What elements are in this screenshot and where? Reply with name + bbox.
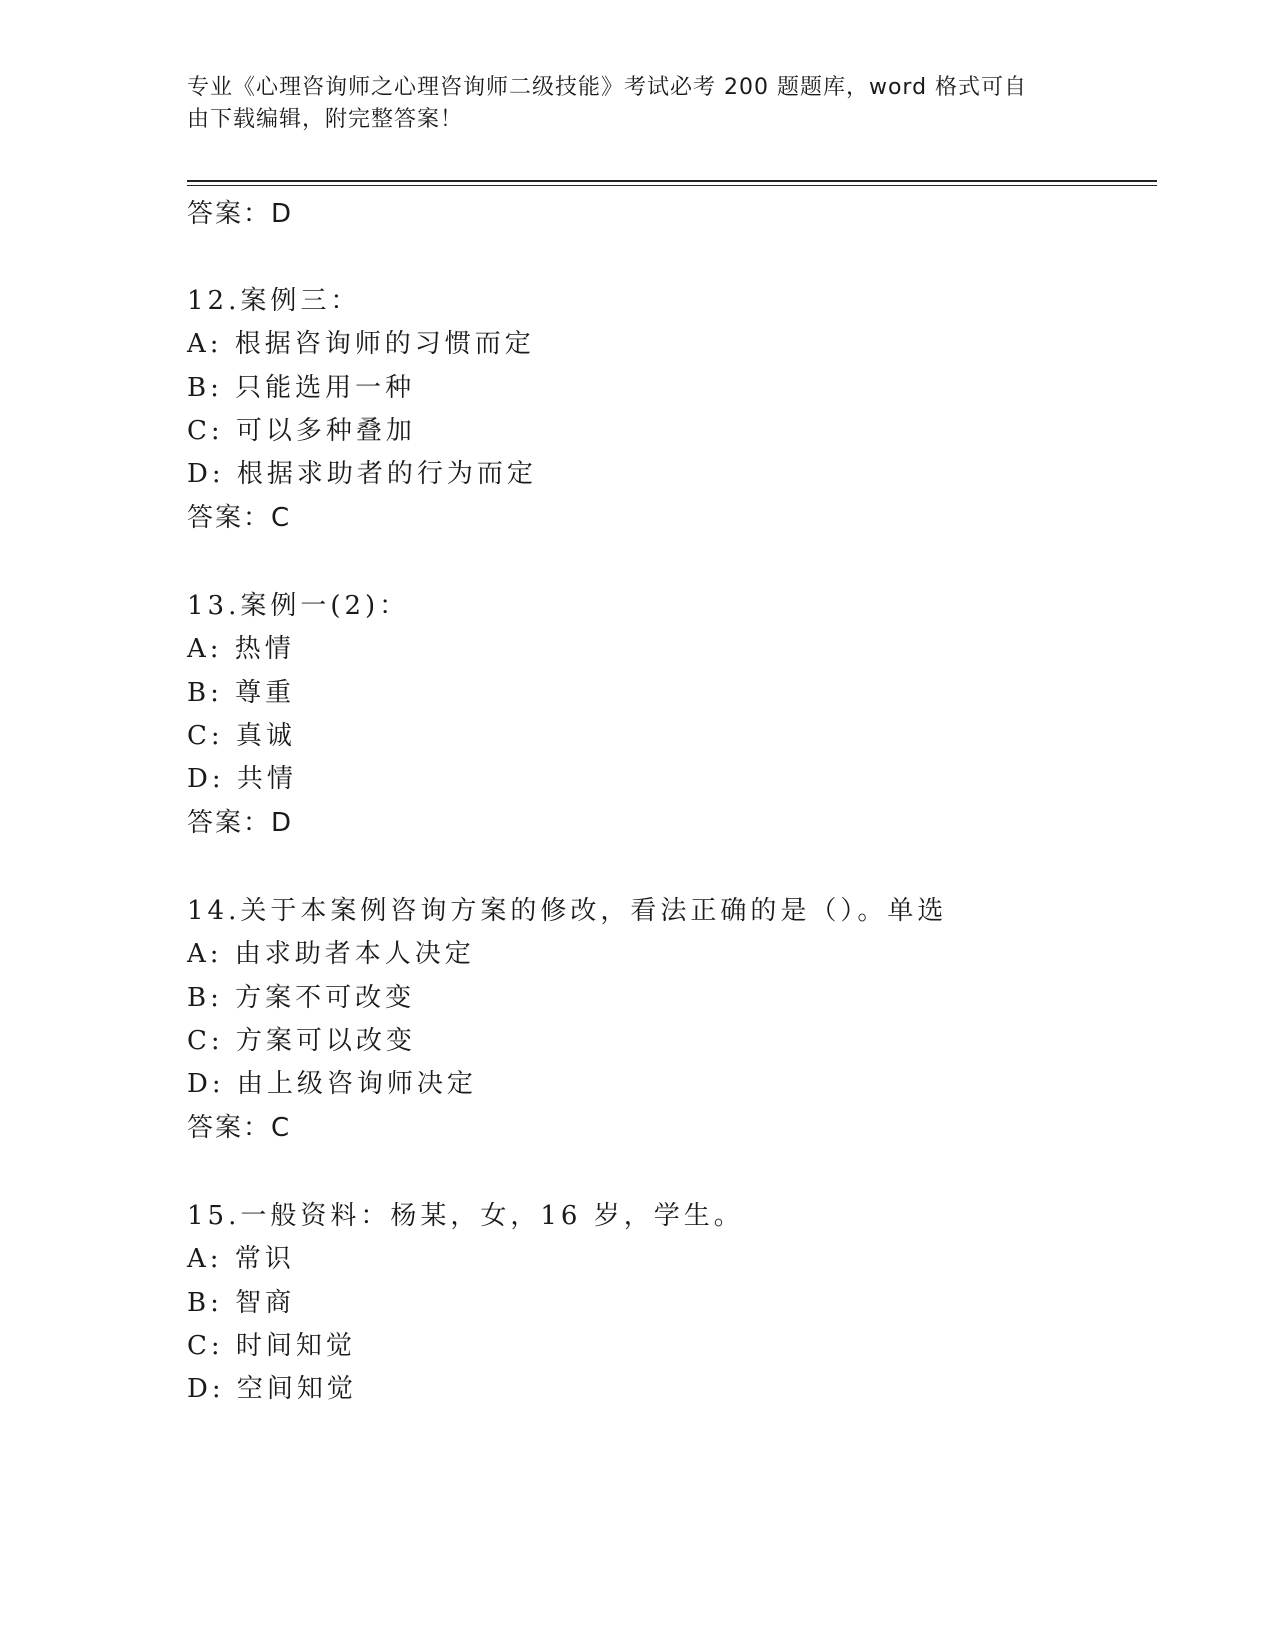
option-d: D: 空间知觉	[187, 1374, 357, 1404]
question-stem: 13.案例一(2)：	[187, 591, 410, 621]
answer-line: 答案：D	[187, 808, 294, 838]
option-c: C: 方案可以改变	[187, 1026, 416, 1056]
header-line-1: 专业《心理咨询师之心理咨询师二级技能》考试必考 200 题题库，word 格式可自	[187, 75, 1028, 100]
question-stem: 14.关于本案例咨询方案的修改，看法正确的是（）。单选	[187, 896, 948, 926]
header-divider	[187, 180, 1157, 182]
option-a: A: 常识	[187, 1244, 295, 1274]
option-b: B: 智商	[187, 1288, 296, 1318]
document-header	[187, 72, 1067, 136]
option-b: B: 只能选用一种	[187, 373, 416, 403]
option-b: B: 方案不可改变	[187, 983, 416, 1013]
option-d: D: 根据求助者的行为而定	[187, 459, 537, 489]
option-c: C: 可以多种叠加	[187, 416, 416, 446]
option-a: A: 热情	[187, 634, 295, 664]
question-stem: 15.一般资料：杨某，女，16 岁，学生。	[187, 1201, 744, 1231]
answer-line: 答案：D	[187, 199, 294, 229]
option-a: A: 根据咨询师的习惯而定	[187, 329, 535, 359]
header-line-2: 由下载编辑，附完整答案！	[187, 107, 464, 132]
option-b: B: 尊重	[187, 678, 296, 708]
answer-line: 答案：C	[187, 1113, 292, 1143]
header-divider-thin	[187, 185, 1157, 186]
option-a: A: 由求助者本人决定	[187, 939, 475, 969]
option-c: C: 真诚	[187, 721, 296, 751]
option-d: D: 共情	[187, 764, 297, 794]
question-stem: 12.案例三：	[187, 286, 361, 316]
option-d: D: 由上级咨询师决定	[187, 1069, 477, 1099]
option-c: C: 时间知觉	[187, 1331, 356, 1361]
answer-line: 答案：C	[187, 503, 292, 533]
